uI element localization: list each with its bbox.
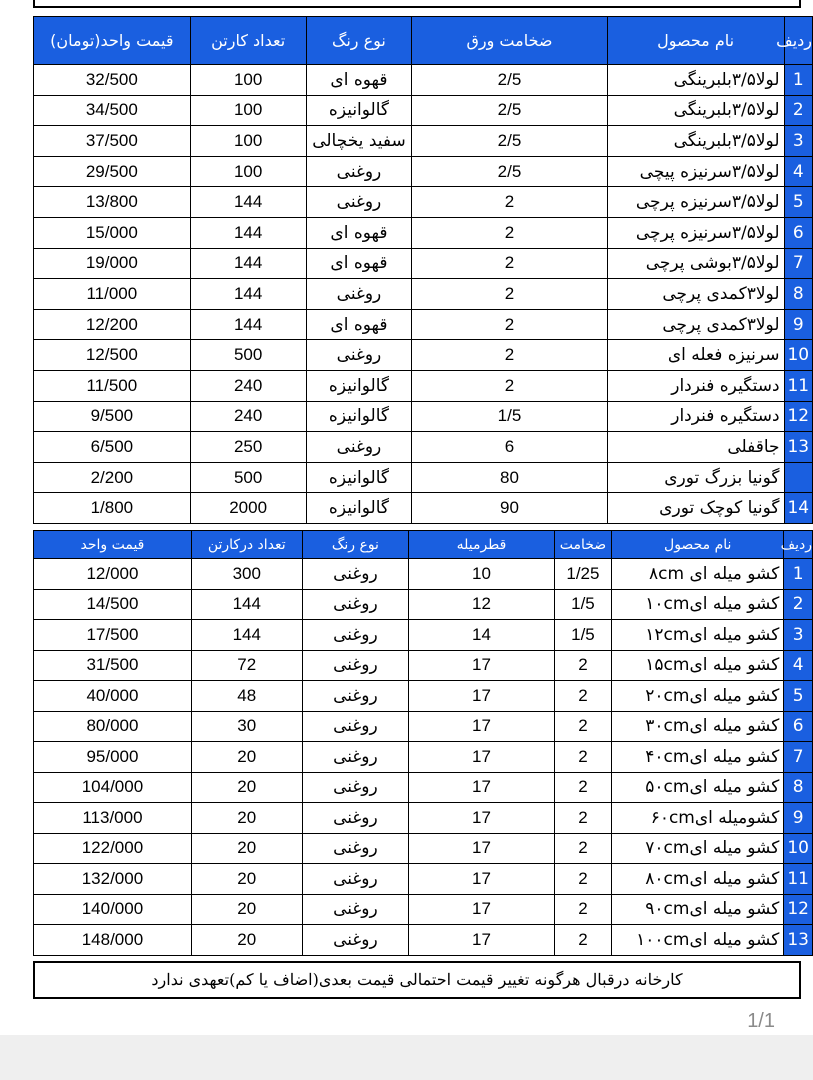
table-cell: 2/5 [412,95,607,126]
row-number-cell: 5 [784,681,813,712]
product-name-cell: کشو میله ای۱۰۰cm [612,925,784,956]
table2-header-cell: ردیف [784,531,813,559]
table-cell: 30 [191,711,302,742]
product-name-cell: کشو میله ای۷۰cm [612,833,784,864]
table-cell: 2 [412,187,607,218]
row-number-cell: 1 [784,559,813,590]
page-indicator: 1/1 [747,1010,775,1032]
table-cell: 144 [191,620,302,651]
row-number-cell: 5 [784,187,812,218]
row-number-cell: 2 [784,589,813,620]
table-cell: 1/5 [554,589,611,620]
table-row [34,650,813,681]
table-row [34,711,813,742]
row-number-cell: 11 [784,864,813,895]
table-cell: 20 [191,864,302,895]
table-cell: 2 [554,894,611,925]
table-row [34,864,813,895]
table-cell: 2/200 [34,462,191,493]
viewer-footer-bar [0,1035,813,1080]
row-number-cell: 8 [784,772,813,803]
table-row [34,187,813,218]
product-name-cell: کشو میله ای۲۰cm [612,681,784,712]
table-cell: 2 [554,864,611,895]
table-cell: 17/500 [34,620,192,651]
table-cell: 148/000 [34,925,192,956]
table-cell: 240 [190,370,306,401]
table-cell: قهوه ای [306,309,412,340]
table2-header-cell: ضخامت [554,531,611,559]
table-row [34,589,813,620]
table-row [34,340,813,371]
row-number-cell: 4 [784,650,813,681]
row-number-cell: 2 [784,95,812,126]
table-cell: روغنی [306,187,412,218]
table2-header-cell: نام محصول [612,531,784,559]
row-number-cell: 13 [784,925,813,956]
row-number-cell: 9 [784,803,813,834]
table-cell: روغنی [306,432,412,463]
table-cell: 17 [409,650,555,681]
product-name-cell: کشو میله ای۱۰cm [612,589,784,620]
table-cell: 2 [412,370,607,401]
table-cell: 17 [409,772,555,803]
table-row [34,894,813,925]
table1-header-cell: ضخامت ورق [412,17,607,65]
table-cell: 2 [554,772,611,803]
product-name-cell: کشو میله ای۴۰cm [612,742,784,773]
table-cell: قهوه ای [306,65,412,96]
table-cell: 2/5 [412,156,607,187]
table-row [34,559,813,590]
table-cell: 34/500 [34,95,191,126]
row-number-cell: 3 [784,126,812,157]
product-name-cell: لولا۳/۵بلبرینگی [607,65,784,96]
row-number-cell: 12 [784,401,812,432]
table-row [34,279,813,310]
table-row [34,772,813,803]
table-row [34,681,813,712]
table-cell: 17 [409,894,555,925]
table-cell: 20 [191,803,302,834]
row-number-cell: 13 [784,432,812,463]
table-cell: 100 [190,65,306,96]
table-cell: 20 [191,742,302,773]
table2-header-cell: قیمت واحد [34,531,192,559]
table-cell: 132/000 [34,864,192,895]
table-cell: 12/000 [34,559,192,590]
product-name-cell: گونیا بزرگ توری [607,462,784,493]
table-cell: 250 [190,432,306,463]
row-number-cell: 1 [784,65,812,96]
table-cell: گالوانیزه [306,95,412,126]
table2-header-cell: قطرمیله [409,531,555,559]
table2-header-cell: نوع رنگ [302,531,409,559]
table-cell: 20 [191,833,302,864]
table-cell: 2 [412,217,607,248]
table-cell: 6/500 [34,432,191,463]
table-cell: روغنی [302,894,409,925]
table-cell: روغنی [306,340,412,371]
table1-header-row [34,17,813,65]
table-cell: 2 [554,803,611,834]
product-name-cell: لولا۳/۵سرنیزه پیچی [607,156,784,187]
table-cell: سفید یخچالی [306,126,412,157]
table-cell: روغنی [302,711,409,742]
table-cell: 15/000 [34,217,191,248]
table-cell: 14 [409,620,555,651]
table-cell: 1/5 [412,401,607,432]
table-cell: 12/500 [34,340,191,371]
table-cell: روغنی [306,156,412,187]
table-cell: 12 [409,589,555,620]
table-cell: روغنی [302,559,409,590]
table-cell: روغنی [302,925,409,956]
table-cell: 2 [554,711,611,742]
table-cell: 144 [190,187,306,218]
product-name-cell: لولا۳کمدی پرچی [607,309,784,340]
table-cell: 12/200 [34,309,191,340]
table-cell: قهوه ای [306,217,412,248]
table-row [34,248,813,279]
table-cell: 2 [554,925,611,956]
product-name-cell: کشو میله ای۸۰cm [612,864,784,895]
table-cell: 2 [554,650,611,681]
table-cell: 2 [554,833,611,864]
row-number-cell: 7 [784,248,812,279]
table-cell: 17 [409,681,555,712]
table-cell: 2 [554,742,611,773]
table-cell: 11/000 [34,279,191,310]
table-cell: گالوانیزه [306,493,412,524]
table-cell: 2 [412,309,607,340]
table-cell: 31/500 [34,650,192,681]
product-name-cell: لولا۳/۵سرنیزه پرچی [607,217,784,248]
table-cell: 500 [190,462,306,493]
table-cell: 17 [409,833,555,864]
table-cell: 6 [412,432,607,463]
table-cell: قهوه ای [306,248,412,279]
table-cell: 19/000 [34,248,191,279]
table-cell: 300 [191,559,302,590]
product-name-cell: کشو میله ای۳۰cm [612,711,784,742]
row-number-cell: 10 [784,833,813,864]
row-number-cell: 4 [784,156,812,187]
table-cell: 48 [191,681,302,712]
table-cell: 144 [190,309,306,340]
table-cell: 144 [190,217,306,248]
product-name-cell: لولا۳/۵بوشی پرچی [607,248,784,279]
table-cell: 144 [190,279,306,310]
table-row [34,65,813,96]
table-cell: 29/500 [34,156,191,187]
table2-header-row [34,531,813,559]
product-name-cell: لولا۳/۵بلبرینگی [607,95,784,126]
product-name-cell: سرنیزه فعله ای [607,340,784,371]
table-cell: 113/000 [34,803,192,834]
table-cell: 500 [190,340,306,371]
product-name-cell: دستگیره فنردار [607,401,784,432]
table-cell: 2 [554,681,611,712]
table-cell: روغنی [302,681,409,712]
table-cell: 144 [190,248,306,279]
row-number-cell: 7 [784,742,813,773]
row-number-cell: 3 [784,620,813,651]
table-cell: 17 [409,711,555,742]
table-cell: 140/000 [34,894,192,925]
table-cell: 80/000 [34,711,192,742]
table-row [34,370,813,401]
table-cell: 32/500 [34,65,191,96]
product-name-cell: کشو میله ای۱۲cm [612,620,784,651]
table-cell: 20 [191,925,302,956]
row-number-cell [784,462,812,493]
disclaimer-note: کارخانه درقبال هرگونه تغییر قیمت احتمالی قیمت بعدی(اضاف یا کم)تعهدی ندارد [33,961,801,999]
table-cell: روغنی [302,803,409,834]
table-cell: 1/5 [554,620,611,651]
table-cell: 80 [412,462,607,493]
table1-header-cell: نوع رنگ [306,17,412,65]
product-name-cell: کشومیله ای۶۰cm [612,803,784,834]
table-row [34,620,813,651]
table-row [34,309,813,340]
table-cell: 240 [190,401,306,432]
table-cell: 9/500 [34,401,191,432]
product-name-cell: کشو میله ای۵۰cm [612,772,784,803]
table-cell: 2 [412,340,607,371]
table-row [34,833,813,864]
table-cell: 17 [409,864,555,895]
table-cell: 1/25 [554,559,611,590]
table-cell: گالوانیزه [306,462,412,493]
row-number-cell: 12 [784,894,813,925]
product-name-cell: لولا۳/۵سرنیزه پرچی [607,187,784,218]
table-cell: روغنی [302,650,409,681]
table-row [34,803,813,834]
table-cell: 2000 [190,493,306,524]
row-number-cell: 6 [784,217,812,248]
table-cell: گالوانیزه [306,370,412,401]
table1-header-cell: نام محصول [607,17,784,65]
table-row [34,925,813,956]
table-cell: 37/500 [34,126,191,157]
table-cell: 17 [409,742,555,773]
table-row [34,493,813,524]
row-number-cell: 10 [784,340,812,371]
table-cell: 72 [191,650,302,681]
product-name-cell: لولا۳کمدی پرچی [607,279,784,310]
table-cell: 1/800 [34,493,191,524]
table-cell: 2 [412,279,607,310]
table-cell: روغنی [302,772,409,803]
table-row [34,401,813,432]
table-cell: گالوانیزه [306,401,412,432]
table-cell: روغنی [302,864,409,895]
table-row [34,95,813,126]
table1-header-cell: قیمت واحد(تومان) [34,17,191,65]
product-name-cell: لولا۳/۵بلبرینگی [607,126,784,157]
table-cell: 2 [412,248,607,279]
table-row [34,156,813,187]
table2-header-cell: تعداد درکارتن [191,531,302,559]
table-cell: روغنی [302,620,409,651]
table1-header-cell: تعداد کارتن [190,17,306,65]
table-cell: 122/000 [34,833,192,864]
table-cell: روغنی [302,589,409,620]
product-name-cell: دستگیره فنردار [607,370,784,401]
product-name-cell: کشو میله ای۹۰cm [612,894,784,925]
product-name-cell: گونیا کوچک توری [607,493,784,524]
table1-header-cell: ردیف [784,17,812,65]
table-row [34,126,813,157]
table-cell: روغنی [302,833,409,864]
table-cell: 100 [190,156,306,187]
table-cell: 2/5 [412,65,607,96]
table-cell: 11/500 [34,370,191,401]
table-cell: 17 [409,803,555,834]
table-cell: 2/5 [412,126,607,157]
row-number-cell: 8 [784,279,812,310]
table-cell: 40/000 [34,681,192,712]
table-row [34,742,813,773]
table-cell: 20 [191,772,302,803]
table-cell: 144 [191,589,302,620]
table-row [34,462,813,493]
price-table-drawer-bars [33,530,813,956]
table-cell: 10 [409,559,555,590]
table-cell: روغنی [302,742,409,773]
price-table-hinges [33,16,813,524]
table-cell: 14/500 [34,589,192,620]
table-cell: 104/000 [34,772,192,803]
row-number-cell: 11 [784,370,812,401]
table-cell: 100 [190,95,306,126]
row-number-cell: 6 [784,711,813,742]
row-number-cell: 14 [784,493,812,524]
product-name-cell: کشو میله ای۱۵cm [612,650,784,681]
table-cell: 17 [409,925,555,956]
table-row [34,432,813,463]
top-border-fragment [33,0,801,8]
table-cell: 95/000 [34,742,192,773]
table-cell: 100 [190,126,306,157]
table-cell: 90 [412,493,607,524]
table-cell: 20 [191,894,302,925]
table-cell: روغنی [306,279,412,310]
row-number-cell: 9 [784,309,812,340]
table-row [34,217,813,248]
product-name-cell: جاقفلی [607,432,784,463]
product-name-cell: کشو میله ای ۸cm [612,559,784,590]
table-cell: 13/800 [34,187,191,218]
